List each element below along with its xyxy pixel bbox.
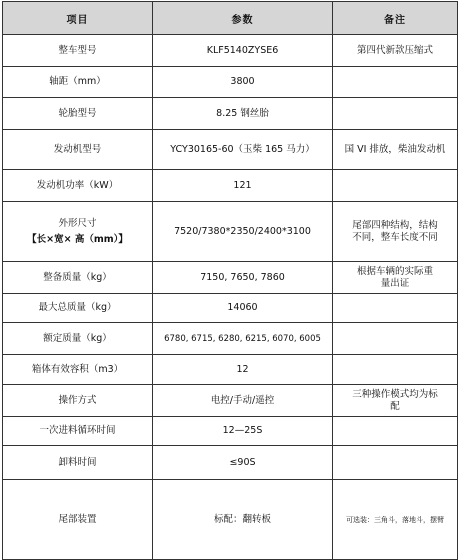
header-item: 项目 [3,2,153,35]
header-param: 参数 [153,2,333,35]
row-item: 整车型号 [3,35,153,67]
row-note-line: 根据车辆的实际重 [356,265,433,277]
row-param: 标配：翻转板 [153,480,333,560]
row-item: 整备质量（kg） [3,262,153,294]
row-item-line: 【长×宽× 高（mm）】 [27,233,128,245]
table-row [3,262,458,294]
row-item: 轮胎型号 [3,98,153,130]
table-row [3,35,458,67]
row-param: 121 [153,170,333,202]
row-note [333,202,458,262]
row-item: 最大总质量（kg） [3,294,153,323]
row-item [3,202,153,262]
row-note [333,67,458,98]
table-row [3,98,458,130]
row-param: ≤90S [153,446,333,480]
table-row [3,385,458,417]
row-note [333,417,458,446]
table-row [3,67,458,98]
row-note [333,385,458,417]
row-param: 14060 [153,294,333,323]
table-row [3,294,458,323]
row-note [333,446,458,480]
row-item-line: 外形尺寸 [58,217,97,229]
row-item: 轴距（mm） [3,67,153,98]
row-item: 尾部装置 [3,480,153,560]
row-param: 8.25 钢丝胎 [153,98,333,130]
table-row [3,446,458,480]
row-note-line: 不同，整车长度不同 [352,231,438,243]
table-row [3,480,458,560]
row-note [333,294,458,323]
table-row [3,355,458,385]
row-note-line: 量出证 [380,277,410,289]
row-param: 7520/7380*2350/2400*3100 [153,202,333,262]
row-param: YCY30165-60（玉柴 165 马力） [153,130,333,170]
row-item: 一次进料循环时间 [3,417,153,446]
row-param: 3800 [153,67,333,98]
row-note-line: 三种操作模式均为标 [352,388,438,400]
row-param: 6780, 6715, 6280, 6215, 6070, 6005 [153,323,333,355]
row-item: 发动机型号 [3,130,153,170]
row-note [333,98,458,130]
row-note [333,262,458,294]
row-note-line: 配 [390,400,400,412]
row-note [333,355,458,385]
spec-table [2,1,458,560]
row-item: 卸料时间 [3,446,153,480]
table-row [3,417,458,446]
row-param: 12 [153,355,333,385]
row-item: 发动机功率（kW） [3,170,153,202]
row-param: KLF5140ZYSE6 [153,35,333,67]
table-row [3,130,458,170]
table-row [3,202,458,262]
table-header-row [3,2,458,35]
row-note [333,170,458,202]
row-param: 12—25S [153,417,333,446]
row-note [333,323,458,355]
row-item: 操作方式 [3,385,153,417]
header-note: 备注 [333,2,458,35]
row-note: 第四代新款压缩式 [333,35,458,67]
row-param: 电控/手动/遥控 [153,385,333,417]
row-item: 额定质量（kg） [3,323,153,355]
row-item: 箱体有效容积（m3） [3,355,153,385]
row-param: 7150, 7650, 7860 [153,262,333,294]
row-note: 国 VI 排放，柴油发动机 [333,130,458,170]
row-note: 可选装：三角斗，落地斗，摆臂 [333,480,458,560]
table-row [3,170,458,202]
table-row [3,323,458,355]
row-note-line: 尾部四种结构，结构 [352,219,438,231]
